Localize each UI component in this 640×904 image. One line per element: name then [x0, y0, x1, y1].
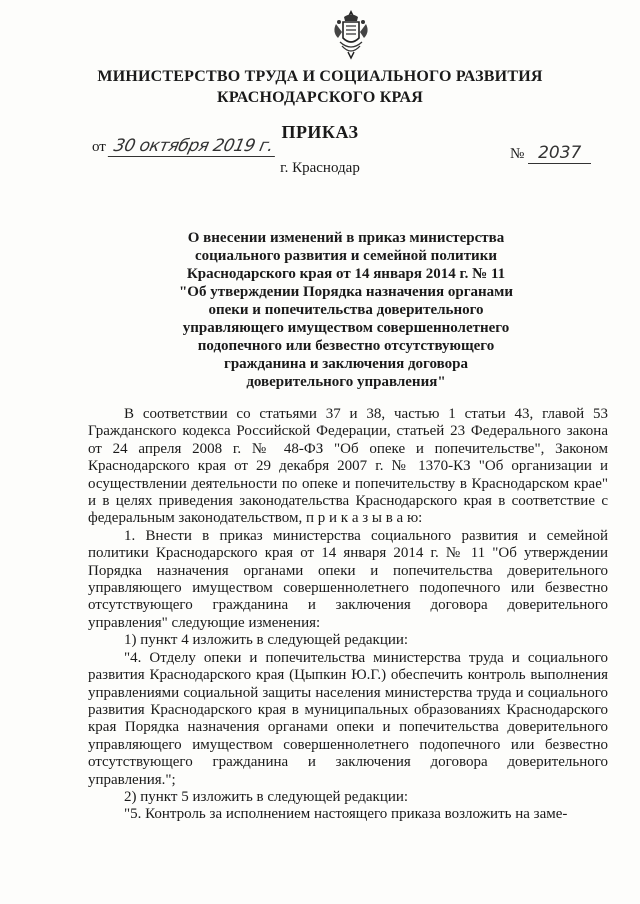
ministry-line-2: КРАСНОДАРСКОГО КРАЯ — [217, 89, 423, 106]
title-line: подопечного или безвестно отсутствующего — [197, 338, 495, 354]
city: г. Краснодар — [280, 160, 360, 176]
date-prefix: от — [92, 139, 106, 155]
document-title — [150, 229, 542, 391]
body-paragraph: "5. Контроль за исполнением настоящего приказа возложить на заме- — [124, 806, 568, 823]
title-line: управляющего имуществом совершеннолетнего — [182, 320, 510, 336]
handwritten-number: 2037 — [528, 143, 591, 164]
document-body — [88, 406, 608, 824]
title-line: гражданина и заключения договора — [224, 356, 468, 372]
body-paragraph: 1. Внести в приказ министерства социального развития и семейной политики Краснодарского края от 14 января 2014 г. № 11 "Об утверждении Порядка назначения органами опеки и попечительства доверительного управляющего имуществом совершеннолетнего подопечного или безвестно отсутствующего гражданина и заключения договора доверительного управления" следующие изменения: — [88, 527, 608, 631]
handwritten-date: 30 октября 2019 г. — [107, 136, 278, 157]
ministry-name — [0, 66, 640, 108]
title-line: доверительного управления" — [246, 374, 446, 390]
ministry-line-1: МИНИСТЕРСТВО ТРУДА И СОЦИАЛЬНОГО РАЗВИТИЯ — [97, 68, 543, 85]
body-paragraph: В соответствии со статьями 37 и 38, частью 1 статьи 43, главой 53 Гражданского кодекса Российской Федерации, статьей 23 Федерального закона от 24 апреля 2008 г. № 48-ФЗ "Об опеке и попечительстве", Законом Краснодарского края от 29 декабря 2007 г. № 1370-КЗ "Об организации и осуществлении деятельности по опеке и попечительству в Краснодарском крае" и в целях приведения законодательства Краснодарского края в соответствие с федеральным законодательством, п р и к а з ы в а ю: — [88, 406, 608, 527]
body-paragraph: 1) пункт 4 изложить в следующей редакции: — [124, 632, 409, 649]
title-line: опеки и попечительства доверительного — [208, 302, 484, 318]
document-type: ПРИКАЗ — [281, 122, 359, 142]
title-line: Краснодарского края от 14 января 2014 г. № 11 — [186, 266, 506, 282]
title-line: "Об утверждении Порядка назначения органами — [178, 284, 514, 300]
body-paragraph: "4. Отделу опеки и попечительства министерства труда и социального развития Краснодарского края (Цыпкин Ю.Г.) обеспечить контроль выполнения управлениями социальной защиты населения министерства труда и социального развития Краснодарского края в муниципальных образованиях Краснодарского края Порядка назначения органами опеки и попечительства доверительного управляющего имуществом совершеннолетнего подопечного или безвестно отсутствующего гражданина и заключения договора доверительного управления."; — [88, 649, 608, 788]
coat-of-arms-icon — [330, 8, 372, 60]
title-line: О внесении изменений в приказ министерства — [187, 230, 505, 246]
date-field — [92, 136, 276, 157]
title-line: социального развития и семейной политики — [195, 248, 497, 264]
number-prefix: № — [510, 146, 525, 162]
body-paragraph: 2) пункт 5 изложить в следующей редакции: — [124, 788, 409, 805]
